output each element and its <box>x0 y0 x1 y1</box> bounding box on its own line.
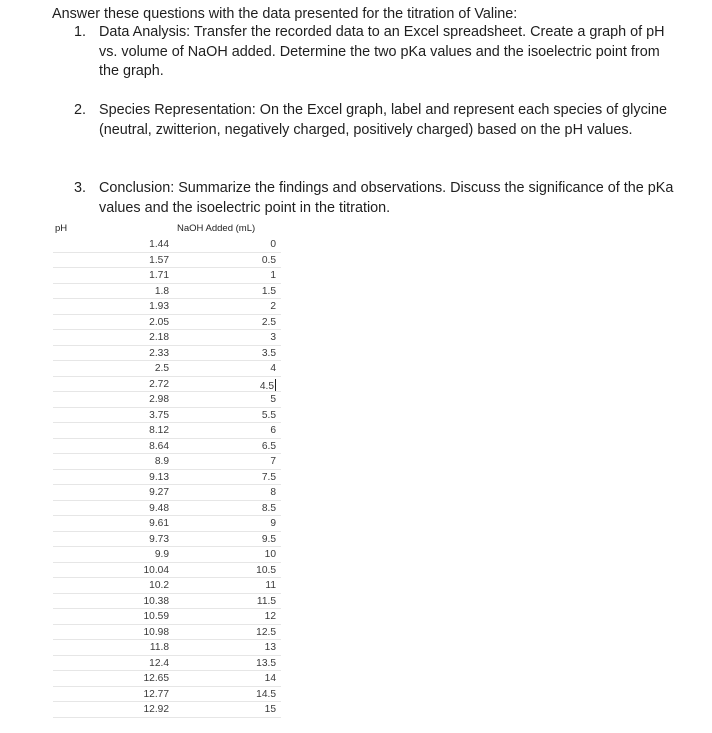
naoh-cell <box>169 456 276 467</box>
naoh-value: 1 <box>270 270 276 281</box>
table-row <box>53 563 281 579</box>
naoh-value: 5 <box>270 394 276 405</box>
question-number: 3. <box>74 180 87 196</box>
table-row <box>53 532 281 548</box>
naoh-value: 10.5 <box>256 564 276 576</box>
naoh-value: 3 <box>270 332 276 343</box>
ph-cell: 10.59 <box>143 611 169 622</box>
column-header-ph: pH <box>55 223 68 234</box>
naoh-value: 10 <box>264 549 276 560</box>
table-row <box>53 702 281 718</box>
naoh-value: 7 <box>270 456 276 467</box>
table-row <box>53 377 281 393</box>
naoh-cell <box>169 658 276 669</box>
naoh-value: 8 <box>270 487 276 498</box>
table-row <box>53 547 281 563</box>
ph-cell: 1.44 <box>149 239 169 250</box>
naoh-value: 11 <box>265 580 276 591</box>
table-row <box>53 671 281 687</box>
table-row <box>53 253 281 269</box>
naoh-value: 8.5 <box>261 502 276 514</box>
table-row <box>53 439 281 455</box>
table-row <box>53 361 281 377</box>
ph-cell: 9.73 <box>149 533 169 545</box>
ph-cell: 10.38 <box>143 595 169 607</box>
naoh-value: 9 <box>270 518 276 529</box>
table-row <box>53 392 281 408</box>
question-1 <box>74 23 674 82</box>
naoh-cell <box>169 286 276 297</box>
table-row <box>53 594 281 610</box>
question-text: Conclusion: Summarize the findings and observations. Discuss the significance of the pKa values and the isoelectric point in the titration. <box>99 180 674 216</box>
ph-cell: 9.61 <box>149 518 169 529</box>
ph-cell: 10.2 <box>149 580 169 591</box>
ph-cell: 1.93 <box>149 301 169 312</box>
table-row <box>53 578 281 594</box>
intro-text: Answer these questions with the data presented for the titration of Valine: <box>52 6 518 22</box>
question-number: 1. <box>74 24 87 40</box>
table-row <box>53 501 281 517</box>
table-row <box>53 330 281 346</box>
ph-cell: 11.8 <box>149 642 169 653</box>
naoh-cell <box>169 363 276 374</box>
naoh-cell <box>169 596 276 607</box>
naoh-cell <box>169 410 276 421</box>
naoh-value: 12 <box>264 611 276 622</box>
naoh-cell <box>169 673 276 684</box>
table-row <box>53 423 281 439</box>
ph-cell: 9.27 <box>149 487 169 498</box>
ph-cell: 12.92 <box>143 704 169 715</box>
ph-cell: 10.04 <box>143 564 169 576</box>
naoh-value: 7.5 <box>261 471 276 483</box>
naoh-cell <box>169 518 276 529</box>
table-row <box>53 687 281 703</box>
question-2 <box>74 101 674 140</box>
ph-cell: 2.72 <box>149 378 169 390</box>
ph-cell: 10.98 <box>143 626 169 638</box>
naoh-cell <box>169 503 276 514</box>
question-text: Species Representation: On the Excel graph, label and represent each species of glycine (neutral, zwitterion, negatively charged, positively charged) based on the pH values. <box>99 102 667 138</box>
table-row <box>53 284 281 300</box>
table-row <box>53 299 281 315</box>
ph-cell: 12.65 <box>143 673 169 684</box>
column-header-naoh: NaOH Added (mL) <box>177 223 256 234</box>
ph-cell: 9.9 <box>154 549 169 560</box>
naoh-value: 14.5 <box>256 688 276 700</box>
naoh-value: 3.5 <box>261 347 276 359</box>
table-row <box>53 237 281 253</box>
question-text: Data Analysis: Transfer the recorded data to an Excel spreadsheet. Create a graph of pH vs. volume of NaOH added. Determine the two pKa values and the isoelectric point from the graph. <box>99 24 665 79</box>
naoh-cell <box>169 441 276 452</box>
ph-cell: 1.57 <box>149 254 169 266</box>
ph-cell: 9.13 <box>149 471 169 483</box>
naoh-cell <box>169 627 276 638</box>
naoh-cell <box>169 317 276 328</box>
ph-cell: 1.71 <box>149 270 169 281</box>
naoh-value: 4 <box>270 363 276 374</box>
ph-cell: 9.48 <box>149 502 169 514</box>
naoh-cell <box>169 487 276 498</box>
naoh-value: 14 <box>264 673 276 684</box>
table-row <box>53 454 281 470</box>
ph-cell: 2.05 <box>149 316 169 328</box>
table-row <box>53 516 281 532</box>
naoh-cell <box>169 549 276 560</box>
table-body <box>53 237 281 718</box>
naoh-value: 4.5 <box>259 380 274 392</box>
naoh-value: 6.5 <box>261 440 276 452</box>
naoh-cell <box>169 239 276 250</box>
ph-cell: 3.75 <box>149 409 169 421</box>
naoh-cell <box>169 580 276 591</box>
naoh-cell <box>169 704 276 715</box>
table-header <box>53 223 281 237</box>
naoh-cell <box>169 332 276 343</box>
table-row <box>53 408 281 424</box>
naoh-value: 0.5 <box>261 254 276 266</box>
naoh-cell <box>169 270 276 281</box>
table-row <box>53 485 281 501</box>
naoh-cell <box>169 301 276 312</box>
ph-cell: 1.8 <box>154 285 169 297</box>
question-3 <box>74 179 674 218</box>
naoh-value: 6 <box>270 425 276 436</box>
naoh-value: 5.5 <box>261 409 276 421</box>
naoh-cell <box>169 255 276 266</box>
titration-data-table <box>53 223 281 718</box>
table-row <box>53 315 281 331</box>
table-row <box>53 346 281 362</box>
naoh-cell <box>169 394 276 405</box>
naoh-value: 13.5 <box>256 657 276 669</box>
ph-cell: 8.64 <box>149 440 169 452</box>
table-row <box>53 625 281 641</box>
naoh-cell <box>169 611 276 622</box>
ph-cell: 2.18 <box>149 332 169 343</box>
question-number: 2. <box>74 102 87 118</box>
naoh-cell <box>169 425 276 436</box>
naoh-cell <box>169 642 276 653</box>
naoh-cell <box>169 689 276 700</box>
ph-cell: 12.4 <box>149 657 169 669</box>
table-row <box>53 656 281 672</box>
naoh-value: 11.5 <box>256 595 276 607</box>
ph-cell: 2.33 <box>149 347 169 359</box>
table-row <box>53 268 281 284</box>
ph-cell: 2.5 <box>154 363 169 374</box>
naoh-value: 13 <box>264 642 276 653</box>
naoh-value: 15 <box>264 704 276 715</box>
naoh-value: 1.5 <box>261 285 276 297</box>
table-row <box>53 640 281 656</box>
naoh-value: 12.5 <box>256 626 276 638</box>
naoh-cell <box>169 472 276 483</box>
ph-cell: 8.9 <box>154 456 169 467</box>
ph-cell: 12.77 <box>143 688 169 700</box>
naoh-cell <box>169 534 276 545</box>
table-row <box>53 470 281 486</box>
ph-cell: 2.98 <box>149 394 169 405</box>
ph-cell: 8.12 <box>149 425 169 436</box>
naoh-cell <box>169 379 276 392</box>
table-row <box>53 609 281 625</box>
naoh-value: 2.5 <box>261 316 276 328</box>
naoh-cell <box>169 348 276 359</box>
naoh-value: 9.5 <box>261 533 276 545</box>
naoh-value: 2 <box>270 301 276 312</box>
naoh-cell <box>169 565 276 576</box>
text-cursor <box>275 379 276 391</box>
naoh-value: 0 <box>270 239 276 250</box>
